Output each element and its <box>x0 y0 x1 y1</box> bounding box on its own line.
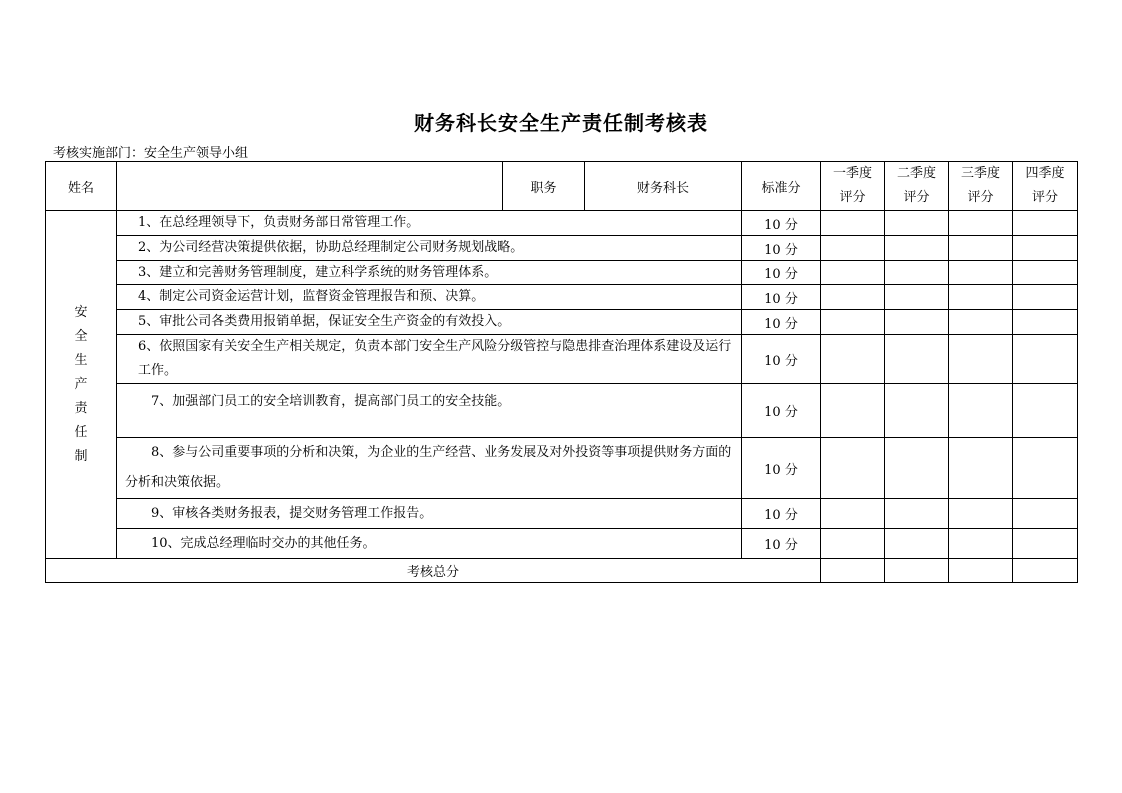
q4-score-cell[interactable] <box>1013 285 1078 310</box>
table-row <box>46 438 1078 499</box>
table-row <box>46 310 1078 335</box>
q1-score-cell[interactable] <box>821 438 885 499</box>
q4-score-cell[interactable] <box>1013 499 1078 529</box>
q1-score-cell[interactable] <box>821 310 885 335</box>
q4-score-cell[interactable] <box>1013 310 1078 335</box>
table-row <box>46 261 1078 285</box>
standard-score: 10 分 <box>742 438 821 499</box>
q3-score-cell[interactable] <box>949 499 1013 529</box>
duty-item-text: 5、审批公司各类费用报销单据，保证安全生产资金的有效投入。 <box>117 310 742 335</box>
q2-score-cell[interactable] <box>885 211 949 236</box>
name-label: 姓名 <box>46 162 117 211</box>
standard-score: 10 分 <box>742 285 821 310</box>
q4-score-cell[interactable] <box>1013 236 1078 261</box>
q1-score-cell[interactable] <box>821 499 885 529</box>
header-row <box>46 162 1078 211</box>
q1-score-cell[interactable] <box>821 211 885 236</box>
q3-score-cell[interactable] <box>949 310 1013 335</box>
q1-score-cell[interactable] <box>821 384 885 438</box>
assessment-table <box>45 161 1078 583</box>
q2-score-cell[interactable] <box>885 529 949 559</box>
q4-score-cell[interactable] <box>1013 529 1078 559</box>
q1-score-cell[interactable] <box>821 285 885 310</box>
q2-total-cell[interactable] <box>885 559 949 583</box>
q1-score-cell[interactable] <box>821 529 885 559</box>
q2-label-line2: 评分 <box>903 190 930 205</box>
q4-score-cell[interactable] <box>1013 261 1078 285</box>
q3-score-cell[interactable] <box>949 261 1013 285</box>
table-row <box>46 335 1078 384</box>
q4-score-cell[interactable] <box>1013 384 1078 438</box>
category-char: 责 <box>74 400 88 416</box>
q4-total-cell[interactable] <box>1013 559 1078 583</box>
duty-item-text: 10、完成总经理临时交办的其他任务。 <box>117 529 742 559</box>
duty-item-text: 3、建立和完善财务管理制度，建立科学系统的财务管理体系。 <box>117 261 742 285</box>
q4-label-line2: 评分 <box>1031 190 1058 205</box>
q3-label-line2: 评分 <box>967 190 994 205</box>
category-char: 安 <box>74 304 88 320</box>
q3-score-cell[interactable] <box>949 285 1013 310</box>
category-char: 任 <box>74 424 88 440</box>
table-row <box>46 529 1078 559</box>
q1-label-line1: 一季度 <box>832 166 872 181</box>
position-label: 职务 <box>503 162 585 211</box>
q3-total-cell[interactable] <box>949 559 1013 583</box>
standard-score: 10 分 <box>742 335 821 384</box>
q2-score-cell[interactable] <box>885 335 949 384</box>
q1-score-cell[interactable] <box>821 261 885 285</box>
q1-label-line2: 评分 <box>839 190 866 205</box>
standard-score: 10 分 <box>742 499 821 529</box>
q3-score-cell[interactable] <box>949 211 1013 236</box>
q3-label-line1: 三季度 <box>960 166 1000 181</box>
q4-score-cell[interactable] <box>1013 335 1078 384</box>
duty-item-text: 2、为公司经营决策提供依据，协助总经理制定公司财务规划战略。 <box>117 236 742 261</box>
standard-score: 10 分 <box>742 261 821 285</box>
table-row <box>46 285 1078 310</box>
duty-item-text: 9、审核各类财务报表，提交财务管理工作报告。 <box>117 499 742 529</box>
category-char: 生 <box>74 352 88 368</box>
standard-score: 10 分 <box>742 236 821 261</box>
standard-score-label: 标准分 <box>742 162 821 211</box>
document-title: 财务科长安全生产责任制考核表 <box>414 111 708 135</box>
category-char: 产 <box>74 376 88 392</box>
category-char: 全 <box>74 328 88 344</box>
duty-item-text: 8、参与公司重要事项的分析和决策，为企业的生产经营、业务发展及对外投资等事项提供财务方面的分析和决策依据。 <box>117 438 742 499</box>
q3-score-cell[interactable] <box>949 529 1013 559</box>
q2-score-cell[interactable] <box>885 438 949 499</box>
q3-score-cell[interactable] <box>949 384 1013 438</box>
duty-item-text: 7、加强部门员工的安全培训教育，提高部门员工的安全技能。 <box>117 384 742 438</box>
q2-score-header <box>885 162 949 211</box>
q2-score-cell[interactable] <box>885 310 949 335</box>
q2-label-line1: 二季度 <box>896 166 936 181</box>
standard-score: 10 分 <box>742 384 821 438</box>
duty-item-text: 6、依照国家有关安全生产相关规定，负责本部门安全生产风险分级管控与隐患排查治理体系建设及运行工作。 <box>117 335 742 384</box>
position-value: 财务科长 <box>585 162 742 211</box>
q2-score-cell[interactable] <box>885 236 949 261</box>
department-line: 考核实施部门：安全生产领导小组 <box>53 146 249 161</box>
duty-item-text: 1、在总经理领导下，负责财务部日常管理工作。 <box>117 211 742 236</box>
q1-score-header <box>821 162 885 211</box>
table-row <box>46 384 1078 438</box>
q4-label-line1: 四季度 <box>1025 166 1065 181</box>
category-char: 制 <box>74 448 88 464</box>
q2-score-cell[interactable] <box>885 384 949 438</box>
q3-score-cell[interactable] <box>949 335 1013 384</box>
total-score-label: 考核总分 <box>46 559 821 583</box>
q1-score-cell[interactable] <box>821 236 885 261</box>
standard-score: 10 分 <box>742 310 821 335</box>
q1-total-cell[interactable] <box>821 559 885 583</box>
name-value-cell[interactable] <box>117 162 503 211</box>
category-label-cell <box>46 211 117 559</box>
q4-score-header <box>1013 162 1078 211</box>
q3-score-cell[interactable] <box>949 438 1013 499</box>
q3-score-cell[interactable] <box>949 236 1013 261</box>
table-row <box>46 236 1078 261</box>
q4-score-cell[interactable] <box>1013 438 1078 499</box>
total-row <box>46 559 1078 583</box>
table-row <box>46 499 1078 529</box>
q2-score-cell[interactable] <box>885 285 949 310</box>
q3-score-header <box>949 162 1013 211</box>
duty-item-text: 4、制定公司资金运营计划，监督资金管理报告和预、决算。 <box>117 285 742 310</box>
table-row <box>46 211 1078 236</box>
standard-score: 10 分 <box>742 529 821 559</box>
q2-score-cell[interactable] <box>885 261 949 285</box>
q4-score-cell[interactable] <box>1013 211 1078 236</box>
q1-score-cell[interactable] <box>821 335 885 384</box>
standard-score: 10 分 <box>742 211 821 236</box>
q2-score-cell[interactable] <box>885 499 949 529</box>
